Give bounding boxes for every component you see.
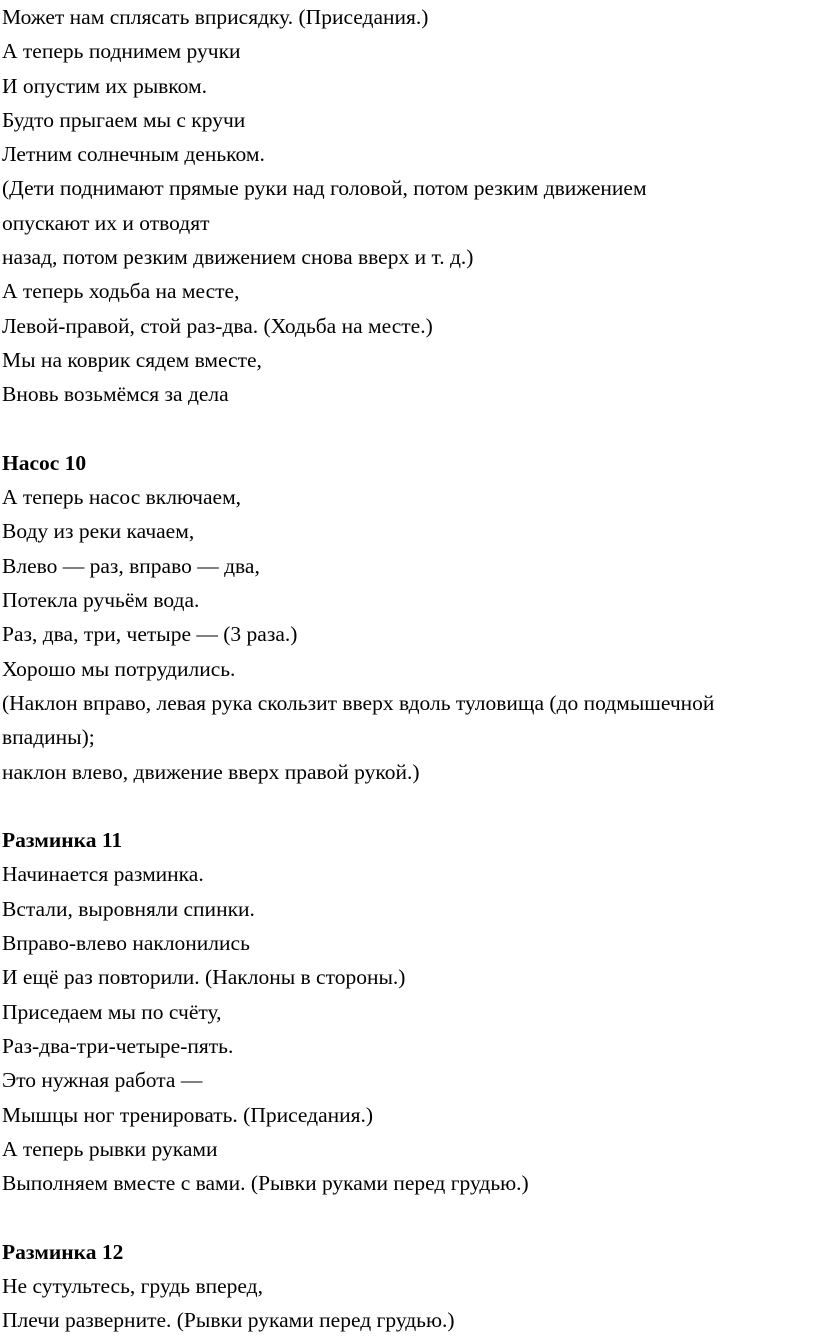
poem-block-continued — [2, 0, 814, 412]
text-line: Хорошо мы потрудились. — [2, 656, 236, 681]
text-line: (Дети поднимают прямые руки над головой, потом резким движением — [2, 176, 647, 201]
section-heading: Насос 10 — [2, 450, 87, 475]
text-line: Влево — раз, вправо — два, — [2, 553, 260, 578]
text-line: Раз-два-три-четыре-пять. — [2, 1033, 234, 1058]
document-page — [2, 0, 814, 1338]
section-razminka-12 — [2, 1235, 814, 1338]
text-line: впадины); — [2, 725, 95, 750]
text-line: Левой-правой, стой раз-два. (Ходьба на месте.) — [2, 313, 433, 338]
text-line: Плечи разверните. (Рывки руками перед грудью.) — [2, 1308, 455, 1333]
section-heading: Разминка 11 — [2, 828, 123, 853]
paragraph-spacer — [2, 789, 814, 823]
text-line: Это нужная работа — — [2, 1068, 203, 1093]
text-line: Выполняем вместе с вами. (Рывки руками перед грудью.) — [2, 1171, 529, 1196]
text-line: (Наклон вправо, левая рука скользит вверх вдоль туловища (до подмышечной — [2, 690, 715, 715]
section-nasos — [2, 446, 814, 789]
text-line: А теперь поднимем ручки — [2, 39, 241, 64]
text-line: Не сутультесь, грудь вперед, — [2, 1273, 263, 1298]
text-line: Может нам сплясать вприсядку. (Приседания.) — [2, 5, 429, 29]
text-line: опускают их и отводят — [2, 210, 210, 235]
text-line: Вправо-влево наклонились — [2, 931, 250, 956]
paragraph-spacer — [2, 1200, 814, 1234]
text-line: Мы на коврик сядем вместе, — [2, 347, 262, 372]
text-line: Воду из реки качаем, — [2, 519, 195, 544]
text-line: А теперь рывки руками — [2, 1136, 218, 1161]
text-line: Раз, два, три, четыре — (3 раза.) — [2, 622, 298, 647]
paragraph-spacer — [2, 412, 814, 446]
text-line: Начинается разминка. — [2, 862, 204, 887]
text-line: А теперь ходьба на месте, — [2, 279, 240, 304]
text-line: И ещё раз повторили. (Наклоны в стороны.) — [2, 965, 406, 990]
text-line: Приседаем мы по счёту, — [2, 999, 222, 1024]
text-line: И опустим их рывком. — [2, 73, 207, 98]
text-line: Летним солнечным деньком. — [2, 142, 265, 167]
text-line: А теперь насос включаем, — [2, 485, 242, 510]
text-line: Встали, выровняли спинки. — [2, 896, 255, 921]
section-heading: Разминка 12 — [2, 1239, 124, 1264]
text-line: Потекла ручьём вода. — [2, 588, 200, 613]
text-line: наклон влево, движение вверх правой рукой.) — [2, 759, 420, 784]
text-line: Будто прыгаем мы с кручи — [2, 107, 246, 132]
text-line: назад, потом резким движением снова вверх и т. д.) — [2, 245, 474, 270]
text-line: Мышцы ног тренировать. (Приседания.) — [2, 1102, 374, 1127]
section-razminka-11 — [2, 823, 814, 1200]
text-line: Вновь возьмёмся за дела — [2, 382, 229, 407]
